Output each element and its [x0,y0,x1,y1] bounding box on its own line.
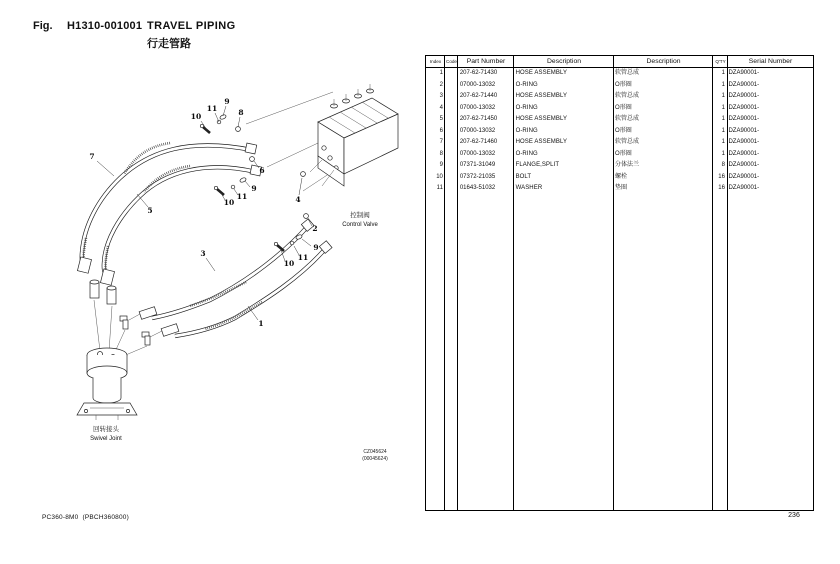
cell-code [445,160,458,172]
table-header-row [426,56,813,68]
swivel-joint-label: Swivel Joint [90,436,122,442]
cell-index: 4 [439,104,443,111]
cell-serial: DZA90001- [728,162,760,168]
callout-number-11: 11 [236,192,248,201]
col-header-index: Index [429,59,442,64]
cell-serial: DZA90001- [728,139,760,145]
cell-index: 9 [439,162,443,168]
cell-serial: DZA90001- [728,173,760,180]
callout-leader-line [215,113,219,122]
callout-number-5: 5 [147,206,153,215]
callout-number-9: 9 [224,97,230,106]
cell-description_en: HOSE ASSEMBLY [515,139,568,145]
drawing-code-sub: (00045624) [362,456,388,462]
cell-part_number: 07371-31049 [459,162,496,168]
col-header-qty: Q'TY [715,59,726,64]
cell-qty: 1 [721,116,725,122]
cell-code [445,80,458,92]
cell-serial: DZA90001- [728,81,760,88]
cell-qty: 16 [718,173,725,180]
cell-description_cn: 螺栓 [615,173,628,180]
cell-description_en: HOSE ASSEMBLY [515,70,568,76]
cell-description_cn: 软管总成 [615,93,640,99]
o-ring-icons [236,127,309,219]
cell-description_cn: 软管总成 [615,139,640,145]
col-header-serial-number: Serial Number [748,58,793,65]
page-title-cn: 行走管路 [147,38,191,50]
cell-part_number: 207-62-71460 [459,139,498,145]
cell-serial: DZA90001- [728,104,760,111]
callout-number-9: 9 [313,243,319,252]
footer-model-code [42,514,129,521]
cell-part_number: 07372-21035 [459,173,496,180]
cell-index: 7 [439,139,443,145]
page-number: 236 [788,512,800,519]
control-valve-drawing [310,84,398,186]
cell-qty: 1 [721,104,725,111]
cell-part_number: 207-62-71430 [459,70,498,76]
callout-number-11: 11 [297,253,309,262]
table-row [426,68,813,80]
cell-code [445,68,458,80]
col-header-description: Description [547,58,581,65]
cell-description_en: HOSE ASSEMBLY [515,93,568,99]
cell-code [445,183,458,195]
cell-description_en: BOLT [515,173,532,180]
callout-number-8: 8 [238,108,244,117]
cell-qty: 8 [721,162,725,168]
col-header-code: Code [446,59,457,64]
parts-table-body [426,68,813,195]
cell-code [445,149,458,161]
bolt-icons [200,124,284,251]
cell-serial: DZA90001- [728,127,760,134]
cell-index: 5 [439,116,443,122]
callout-leader-line [238,117,240,127]
cell-description_en: O-RING [515,150,538,157]
control-valve-label-cn: 控制阀 [350,212,370,219]
cell-qty: 1 [721,127,725,134]
cell-index: 2 [439,81,443,88]
cell-description_en: O-RING [515,104,538,111]
swivel-joint-label-cn: 回转接头 [93,426,119,433]
cell-qty: 16 [718,185,725,191]
cell-serial: DZA90001- [728,116,760,122]
callout-number-9: 9 [251,184,257,193]
cell-description_cn: 软管总成 [615,70,640,76]
cell-code [445,91,458,103]
cell-qty: 1 [721,81,725,88]
drawing-code: CZ045624 [363,449,387,455]
callout-leader-line [97,161,114,176]
swivel-joint-drawing [77,348,137,420]
cell-description_en: O-RING [515,127,538,134]
cell-qty: 1 [721,139,725,145]
callout-number-6: 6 [259,166,265,175]
callout-number-7: 7 [89,152,95,161]
cell-code [445,103,458,115]
table-row [426,183,813,195]
cell-index: 8 [439,150,443,157]
callout-number-1: 1 [258,319,264,328]
cell-serial: DZA90001- [728,70,760,76]
page-title: TRAVEL PIPING [147,20,236,32]
book-code-label: (PBCH360800) [82,514,129,521]
callout-leader-line [299,178,302,195]
cell-part_number: 07000-13032 [459,127,496,134]
cell-description_en: WASHER [515,185,543,191]
parts-table [425,55,814,511]
cell-qty: 1 [721,93,725,99]
cell-description_cn: 软管总成 [615,116,640,122]
cell-part_number: 207-62-71440 [459,93,498,99]
cell-code [445,137,458,149]
cell-description_cn: O形圈 [615,81,632,88]
cell-description_en: O-RING [515,81,538,88]
callout-number-3: 3 [200,249,206,258]
cell-serial: DZA90001- [728,150,760,157]
table-row [426,91,813,103]
control-valve-label: Control Valve [342,222,378,228]
callout-number-11: 11 [206,104,218,113]
callout-number-4: 4 [295,195,301,204]
callout-leader-line [302,239,311,246]
washer-icons [217,120,294,245]
cell-part_number: 01643-51032 [459,185,496,191]
table-row [426,114,813,126]
cell-serial: DZA90001- [728,185,760,191]
cell-description_cn: O形圈 [615,127,632,134]
table-row [426,172,813,184]
cell-part_number: 07000-13032 [459,104,496,111]
fig-number: H1310-001001 [67,20,143,32]
callout-number-10: 10 [190,112,202,121]
cell-code [445,114,458,126]
callout-number-10: 10 [283,259,295,268]
cell-qty: 1 [721,150,725,157]
cell-serial: DZA90001- [728,93,760,99]
callout-leader-line [206,258,215,271]
hose-5-path [104,166,256,276]
table-row [426,103,813,115]
callout-number-2: 2 [312,224,318,233]
cell-index: 10 [436,173,443,180]
cell-part_number: 07000-13032 [459,150,496,157]
model-label: PC360-8M0 [42,514,79,521]
col-header-part-number: Part Number [466,58,506,65]
callout-leader-line [245,181,250,187]
table-row [426,137,813,149]
table-row [426,160,813,172]
cell-description_cn: 垫圈 [615,185,628,191]
cell-description_en: FLANGE,SPLIT [515,162,560,168]
cell-part_number: 207-62-71450 [459,116,498,122]
cell-part_number: 07000-13032 [459,81,496,88]
cell-index: 11 [436,185,443,191]
cell-qty: 1 [721,70,725,76]
callout-number-10: 10 [223,198,235,207]
cell-description_cn: O形圈 [615,104,632,111]
table-row [426,126,813,138]
cell-index: 1 [439,70,443,76]
cell-index: 6 [439,127,443,134]
col-header-description-cn: Description [646,58,681,65]
table-row [426,80,813,92]
cell-index: 3 [439,93,443,99]
cell-description_en: HOSE ASSEMBLY [515,116,568,122]
cell-description_cn: 分体法兰 [615,162,640,168]
hose-3-path [152,226,308,318]
cell-code [445,172,458,184]
table-row [426,149,813,161]
flange-icons [219,114,302,240]
cell-description_cn: O形圈 [615,150,632,157]
fig-label: Fig. [33,20,53,32]
cell-code [445,126,458,138]
